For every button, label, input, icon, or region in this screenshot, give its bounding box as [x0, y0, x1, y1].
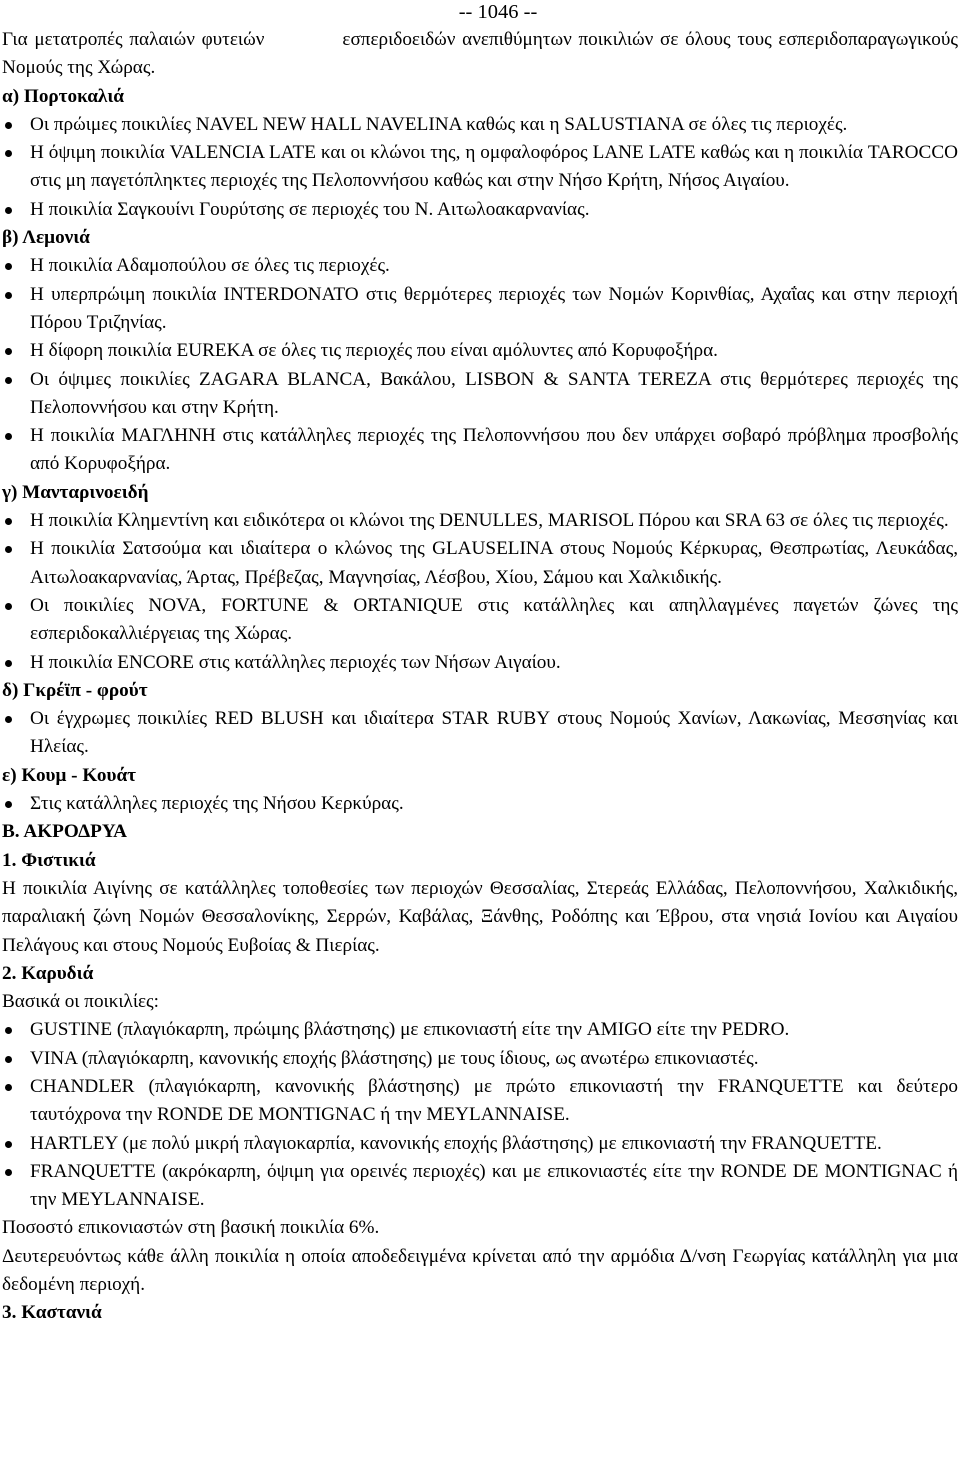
list-item-text: Η δίφορη ποικιλία EUREKA σε όλες τις περιοχές που είναι αμόλυντες από Κορυφοξήρα.: [30, 340, 718, 362]
list-item: [2, 790, 958, 818]
pollinator-ratio: Ποσοστό επικονιαστών στη βασική ποικιλία 6%.: [2, 1217, 380, 1239]
secondary-varieties-paragraph: Δευτερευόντως κάθε άλλη ποικιλία η οποία αποδεδειγμένα κρίνεται από την αρμόδια Δ/νση Γεωργίας κατάλληλη για μια δεδομένη περιοχή.: [2, 1245, 958, 1296]
pistachio-paragraph: Η ποικιλία Αιγίνης σε κατάλληλες τοποθεσίες των περιοχών Θεσσαλίας, Στερεάς Ελλάδας, Πελοποννήσου, Χαλκιδικής, παραλιακή ζώνη Νομών Θεσσαλονίκης, Σερρών, Καβάλας, Ξάνθης, Ροδόπης και Έβρου, στα νησιά Ιονίου και Αιγαίου Πελάγους και στους Νομούς Ευβοίας & Πιερίας.: [2, 877, 958, 956]
list-item-text: Η ποικιλία Σαγκουίνι Γουρύτσης σε περιοχές του Ν. Αιτωλοακαρνανίας.: [30, 198, 590, 220]
list-item-text: CHANDLER (πλαγιόκαρπη, κανονικής βλάστησης) με πρώτο επικονιαστή την FRANQUETTE και δεύτερο ταυτόχρονα την RONDE DE MONTIGNAC ή την MEYLANNAISE.: [30, 1075, 958, 1126]
list-item-text: Οι έγχρωμες ποικιλίες RED BLUSH και ιδιαίτερα STAR RUBY στους Νομούς Χανίων, Λακωνίας, Μεσσηνίας και Ηλείας.: [30, 708, 958, 758]
bullet-icon: [5, 207, 12, 214]
bullet-icon: [5, 1141, 12, 1148]
intro-text-part2: εσπεριδοειδών ανεπιθύμητων ποικιλιών σε όλους τους εσπεριδοπαραγωγικούς Νομούς της Χώρας.: [2, 29, 958, 79]
list-item: [2, 1016, 958, 1044]
section-heading-lemons: β) Λεμονιά: [2, 227, 90, 249]
list-item-text: HARTLEY (με πολύ μικρή πλαγιοκαρπία, κανονικής εποχής βλάστησης) με επικονιαστή την FRANQUETTE.: [30, 1132, 882, 1154]
bullet-icon: [5, 377, 12, 384]
list-item-text: Οι ποικιλίες NOVA, FORTUNE & ORTANIQUE στις κατάλληλες και απηλλαγμένες παγετών ζώνες της εσπεριδοκαλλιέργειας της Χώρας.: [30, 594, 958, 645]
bullet-icon: [5, 603, 12, 610]
list-item-text: Η όψιμη ποικιλία VALENCIA LATE και οι κλώνοι της, η ομφαλοφόρος LANE LATE καθώς και η ποικιλία TAROCCO στις μη παγετόπληκτες περιοχές της Πελοποννήσου καθώς και στην Νήσο Κρήτη, Νήσος Αιγαίου.: [30, 142, 958, 192]
list-item-text: Οι πρώιμες ποικιλίες NAVEL NEW HALL NAVELINA καθώς και η SALUSTIANA σε όλες τις περιοχές.: [30, 113, 848, 135]
bullet-icon: [5, 1169, 12, 1176]
section-heading-mandarins: γ) Μανταρινοειδή: [2, 481, 149, 503]
list-item-text: Η ποικιλία ΜΑΓΛΗΝΗ στις κατάλληλες περιοχές της Πελοποννήσου που δεν υπάρχει σοβαρό πρόβλημα προσβολής από Κορυφοξήρα.: [30, 425, 958, 475]
list-item: [2, 422, 958, 479]
list-item: [2, 1045, 958, 1073]
section-heading-grapefruit: δ) Γκρέϊπ - φρούτ: [2, 679, 148, 701]
intro-text-part1: Για μετατροπές παλαιών φυτειών: [2, 29, 265, 50]
list-item: [2, 281, 958, 338]
list-item: [2, 337, 958, 365]
list-item: [2, 366, 958, 423]
list-item-text: Η ποικιλία Σατσούμα και ιδιαίτερα ο κλώνος της GLAUSELINA στους Νομούς Κέρκυρας, Θεσπρωτίας, Λευκάδας, Αιτωλοακαρνανίας, Άρτας, Πρέβεζας, Μαγνησίας, Λέσβου, Χίου, Σάμου και Χαλκιδικής.: [30, 538, 958, 588]
section-heading-chestnut: 3. Καστανιά: [2, 1302, 102, 1324]
list-item-text: Η υπερπρώιμη ποικιλία INTERDONATO στις θερμότερες περιοχές των Νομών Κορινθίας, Αχαΐας και στην περιοχή Πόρου Τριζηνίας.: [30, 283, 958, 333]
bullet-icon: [5, 1056, 12, 1063]
intro-paragraph: [2, 26, 958, 83]
section-heading-walnut: 2. Καρυδιά: [2, 962, 94, 984]
section-heading-kumquat: ε) Κουμ - Κουάτ: [2, 764, 137, 786]
list-item: [2, 592, 958, 649]
list-item: [2, 535, 958, 592]
bullet-icon: [5, 716, 12, 723]
list-item: [2, 705, 958, 762]
bullet-icon: [5, 1084, 12, 1091]
bullet-icon: [5, 660, 12, 667]
list-item-text: Η ποικιλία ENCORE στις κατάλληλες περιοχές των Νήσων Αιγαίου.: [30, 651, 561, 673]
list-item: [2, 649, 958, 677]
section-heading-pistachio: 1. Φιστικιά: [2, 849, 96, 871]
list-item: [2, 196, 958, 224]
list-item: [2, 1158, 958, 1215]
list-item-text: Στις κατάλληλες περιοχές της Νήσου Κερκύρας.: [30, 793, 404, 815]
list-item: [2, 252, 958, 280]
bullet-icon: [5, 546, 12, 553]
bullet-icon: [5, 263, 12, 270]
list-item: [2, 1073, 958, 1130]
part-heading-nut-trees: Β. ΑΚΡΟΔΡΥΑ: [2, 821, 127, 843]
bullet-icon: [5, 122, 12, 129]
section-heading-oranges: α) Πορτοκαλιά: [2, 85, 125, 107]
list-item-text: VINA (πλαγιόκαρπη, κανονικής εποχής βλάστησης) με τους ίδιους, ως ανωτέρω επικονιαστές.: [30, 1047, 759, 1069]
bullet-icon: [5, 150, 12, 157]
page-number: -- 1046 --: [458, 1, 538, 23]
bullet-icon: [5, 1027, 12, 1034]
list-item-text: FRANQUETTE (ακρόκαρπη, όψιμη για ορεινές περιοχές) και με επικονιαστές είτε την RONDE DE MONTIGNAC ή την MEYLANNAISE.: [30, 1160, 958, 1211]
list-item-text: Η ποικιλία Κλημεντίνη και ειδικότερα οι κλώνοι της DENULLES, MARISOL Πόρου και SRA 63 σε όλες τις περιοχές.: [30, 510, 949, 532]
walnut-intro: Βασικά οι ποικιλίες:: [2, 991, 159, 1013]
bullet-icon: [5, 518, 12, 525]
bullet-icon: [5, 292, 12, 299]
bullet-icon: [5, 348, 12, 355]
list-item: [2, 507, 958, 535]
list-item: [2, 139, 958, 196]
list-item: [2, 1130, 958, 1158]
list-item-text: Οι όψιμες ποικιλίες ZAGARA BLANCA, Βακάλου, LISBON & SANTA TEREZA στις θερμότερες περιοχές της Πελοποννήσου και στην Κρήτη.: [30, 368, 958, 418]
list-item-text: Η ποικιλία Αδαμοπούλου σε όλες τις περιοχές.: [30, 255, 390, 277]
list-item-text: GUSTINE (πλαγιόκαρπη, πρώιμης βλάστησης) με επικονιαστή είτε την AMIGO είτε την PEDRO.: [30, 1019, 790, 1041]
bullet-icon: [5, 801, 12, 808]
bullet-icon: [5, 433, 12, 440]
list-item: [2, 111, 958, 139]
